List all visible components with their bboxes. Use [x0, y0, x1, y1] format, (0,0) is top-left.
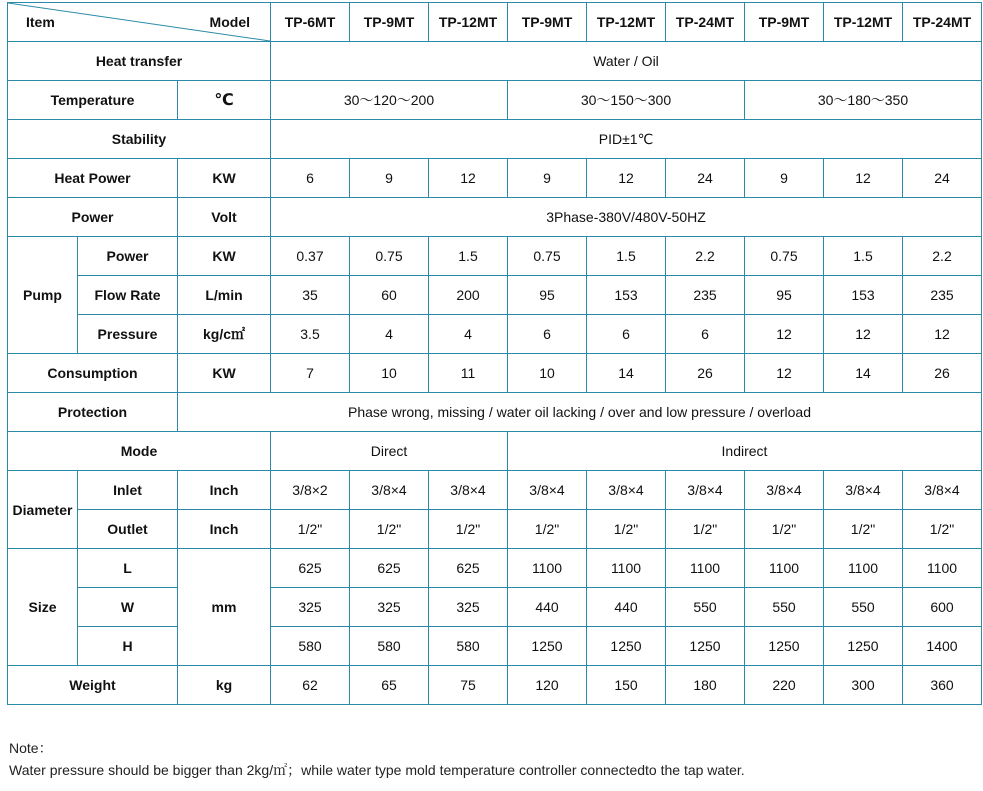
model-name: TP-9MT [745, 3, 824, 42]
row-label: Flow Rate [78, 276, 178, 315]
value-cell: 14 [824, 354, 903, 393]
heat-transfer-value: Water / Oil [271, 42, 982, 81]
value-cell: 1/2" [666, 510, 745, 549]
value-cell: 0.75 [745, 237, 824, 276]
model-name: TP-9MT [350, 3, 429, 42]
row-unit: kg/c㎡ [178, 315, 271, 354]
value-cell: 0.75 [508, 237, 587, 276]
diameter-inlet-row [8, 471, 982, 510]
power-value: 3Phase-380V/480V-50HZ [271, 198, 982, 237]
value-cell: 1.5 [429, 237, 508, 276]
value-cell: 360 [903, 666, 982, 705]
item-header: Item [26, 14, 55, 30]
value-cell: 1/2" [429, 510, 508, 549]
value-cell: 12 [429, 159, 508, 198]
row-unit: ℃ [178, 81, 271, 120]
row-unit: KW [178, 159, 271, 198]
row-label: Inlet [78, 471, 178, 510]
value-cell: 10 [508, 354, 587, 393]
model-name: TP-12MT [824, 3, 903, 42]
value-cell: 200 [429, 276, 508, 315]
value-cell: 1100 [745, 549, 824, 588]
row-label: W [78, 588, 178, 627]
value-cell: 2.2 [903, 237, 982, 276]
value-cell: 3/8×4 [350, 471, 429, 510]
size-w-row [8, 588, 982, 627]
value-cell: 35 [271, 276, 350, 315]
model-name: TP-12MT [587, 3, 666, 42]
value-cell: 3/8×4 [429, 471, 508, 510]
value-cell: 9 [745, 159, 824, 198]
value-cell: 625 [350, 549, 429, 588]
value-cell: 3/8×4 [508, 471, 587, 510]
value-cell: 75 [429, 666, 508, 705]
value-cell: 12 [745, 354, 824, 393]
value-cell: 3/8×4 [666, 471, 745, 510]
row-unit: L/min [178, 276, 271, 315]
value-cell: 95 [508, 276, 587, 315]
model-name: TP-9MT [508, 3, 587, 42]
value-cell: 1250 [666, 627, 745, 666]
size-label: Size [8, 549, 78, 666]
value-cell: 1400 [903, 627, 982, 666]
value-cell: 26 [666, 354, 745, 393]
value-cell: 12 [824, 159, 903, 198]
row-label: Outlet [78, 510, 178, 549]
value-cell: 1/2" [745, 510, 824, 549]
value-cell: 1/2" [903, 510, 982, 549]
temperature-row [8, 81, 982, 120]
value-cell: 625 [429, 549, 508, 588]
row-label: Heat transfer [8, 42, 271, 81]
value-cell: 153 [587, 276, 666, 315]
value-cell: 580 [350, 627, 429, 666]
diameter-outlet-row [8, 510, 982, 549]
temperature-range: 30～150～300 [508, 81, 745, 120]
value-cell: 10 [350, 354, 429, 393]
value-cell: 3/8×4 [587, 471, 666, 510]
value-cell: 220 [745, 666, 824, 705]
value-cell: 2.2 [666, 237, 745, 276]
mode-row [8, 432, 982, 471]
value-cell: 1.5 [587, 237, 666, 276]
value-cell: 1/2" [824, 510, 903, 549]
value-cell: 9 [350, 159, 429, 198]
row-unit: Volt [178, 198, 271, 237]
spec-table [7, 2, 982, 705]
value-cell: 625 [271, 549, 350, 588]
row-unit: Inch [178, 510, 271, 549]
value-cell: 11 [429, 354, 508, 393]
pump-flow-row [8, 276, 982, 315]
value-cell: 1100 [903, 549, 982, 588]
value-cell: 4 [350, 315, 429, 354]
mode-direct: Direct [271, 432, 508, 471]
value-cell: 153 [824, 276, 903, 315]
value-cell: 600 [903, 588, 982, 627]
model-name: TP-24MT [666, 3, 745, 42]
value-cell: 1250 [587, 627, 666, 666]
temperature-range: 30～120～200 [271, 81, 508, 120]
note-text: Water pressure should be bigger than 2kg/㎡；while water type mold temperature controller connectedto the tap water. [9, 762, 745, 778]
value-cell: 300 [824, 666, 903, 705]
diameter-label: Diameter [8, 471, 78, 549]
row-label: Power [8, 198, 178, 237]
row-label: Protection [8, 393, 178, 432]
value-cell: 6 [666, 315, 745, 354]
value-cell: 0.37 [271, 237, 350, 276]
note-title: Note： [9, 740, 53, 756]
value-cell: 1100 [508, 549, 587, 588]
power-row [8, 198, 982, 237]
pump-power-row [8, 237, 982, 276]
protection-row [8, 393, 982, 432]
value-cell: 235 [666, 276, 745, 315]
pump-label: Pump [8, 237, 78, 354]
row-unit: Inch [178, 471, 271, 510]
model-name: TP-24MT [903, 3, 982, 42]
value-cell: 0.75 [350, 237, 429, 276]
value-cell: 6 [508, 315, 587, 354]
row-label: Pressure [78, 315, 178, 354]
consumption-row [8, 354, 982, 393]
row-label: L [78, 549, 178, 588]
value-cell: 1/2" [587, 510, 666, 549]
heat-transfer-row [8, 42, 982, 81]
row-unit: KW [178, 354, 271, 393]
row-label: Temperature [8, 81, 178, 120]
value-cell: 1.5 [824, 237, 903, 276]
row-label: Power [78, 237, 178, 276]
value-cell: 325 [429, 588, 508, 627]
value-cell: 9 [508, 159, 587, 198]
row-unit: KW [178, 237, 271, 276]
value-cell: 550 [824, 588, 903, 627]
value-cell: 440 [587, 588, 666, 627]
value-cell: 235 [903, 276, 982, 315]
value-cell: 550 [745, 588, 824, 627]
value-cell: 14 [587, 354, 666, 393]
value-cell: 4 [429, 315, 508, 354]
value-cell: 3/8×4 [824, 471, 903, 510]
value-cell: 1100 [824, 549, 903, 588]
item-model-header [8, 3, 271, 42]
value-cell: 150 [587, 666, 666, 705]
value-cell: 60 [350, 276, 429, 315]
value-cell: 7 [271, 354, 350, 393]
value-cell: 26 [903, 354, 982, 393]
row-label: Weight [8, 666, 178, 705]
value-cell: 325 [271, 588, 350, 627]
value-cell: 12 [745, 315, 824, 354]
value-cell: 1250 [508, 627, 587, 666]
value-cell: 1100 [666, 549, 745, 588]
value-cell: 3.5 [271, 315, 350, 354]
value-cell: 65 [350, 666, 429, 705]
value-cell: 12 [824, 315, 903, 354]
value-cell: 580 [429, 627, 508, 666]
value-cell: 1250 [745, 627, 824, 666]
value-cell: 440 [508, 588, 587, 627]
value-cell: 3/8×4 [745, 471, 824, 510]
weight-row [8, 666, 982, 705]
value-cell: 580 [271, 627, 350, 666]
value-cell: 1250 [824, 627, 903, 666]
model-header: Model [209, 14, 250, 30]
value-cell: 1100 [587, 549, 666, 588]
row-unit: mm [178, 549, 271, 666]
value-cell: 62 [271, 666, 350, 705]
value-cell: 3/8×2 [271, 471, 350, 510]
value-cell: 12 [587, 159, 666, 198]
value-cell: 6 [271, 159, 350, 198]
value-cell: 180 [666, 666, 745, 705]
size-h-row [8, 627, 982, 666]
stability-value: PID±1℃ [271, 120, 982, 159]
header-row [8, 3, 982, 42]
value-cell: 24 [666, 159, 745, 198]
value-cell: 120 [508, 666, 587, 705]
value-cell: 550 [666, 588, 745, 627]
row-label: Stability [8, 120, 271, 159]
stability-row [8, 120, 982, 159]
model-name: TP-6MT [271, 3, 350, 42]
value-cell: 6 [587, 315, 666, 354]
row-label: Mode [8, 432, 271, 471]
value-cell: 24 [903, 159, 982, 198]
heat-power-row [8, 159, 982, 198]
row-label: Heat Power [8, 159, 178, 198]
value-cell: 1/2" [271, 510, 350, 549]
pump-pressure-row [8, 315, 982, 354]
value-cell: 95 [745, 276, 824, 315]
size-l-row [8, 549, 982, 588]
model-name: TP-12MT [429, 3, 508, 42]
value-cell: 325 [350, 588, 429, 627]
value-cell: 1/2" [508, 510, 587, 549]
row-label: H [78, 627, 178, 666]
value-cell: 12 [903, 315, 982, 354]
temperature-range: 30～180～350 [745, 81, 982, 120]
value-cell: 1/2" [350, 510, 429, 549]
row-unit: kg [178, 666, 271, 705]
mode-indirect: Indirect [508, 432, 982, 471]
protection-value: Phase wrong, missing / water oil lacking / over and low pressure / overload [178, 393, 982, 432]
row-label: Consumption [8, 354, 178, 393]
value-cell: 3/8×4 [903, 471, 982, 510]
